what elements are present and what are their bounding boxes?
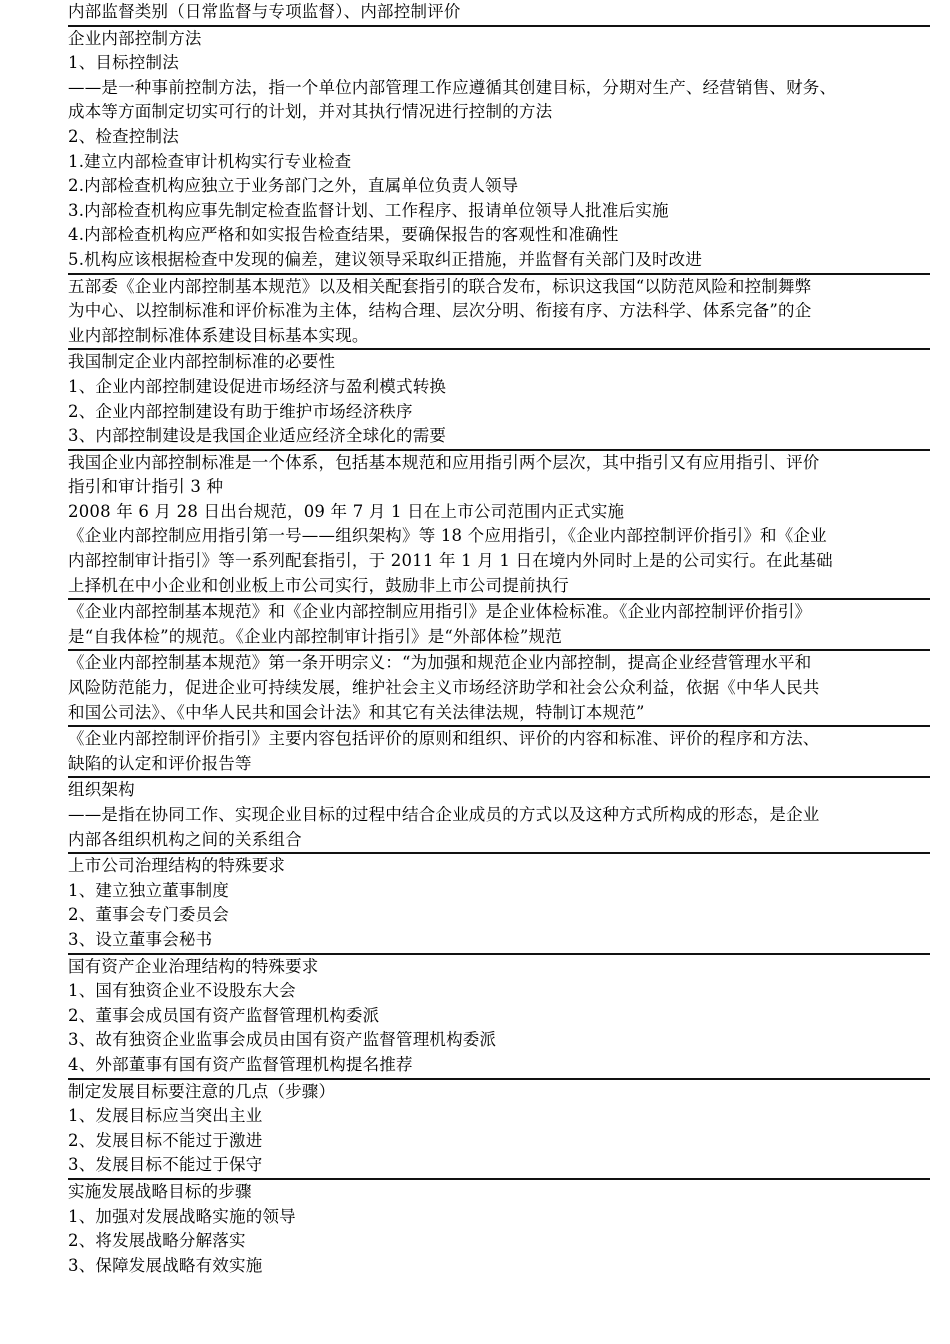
text-line: 3、设立董事会秘书 — [68, 929, 213, 949]
section-article-one — [68, 649, 930, 725]
text-line: 1、发展目标应当突出主业 — [68, 1106, 263, 1126]
section-heading: 国有资产企业治理结构的特殊要求 — [68, 956, 319, 976]
section-checkup-standards — [68, 598, 930, 649]
text-line: 3、保障发展战略有效实施 — [68, 1255, 263, 1275]
text-line: 2、董事会成员国有资产监督管理机构委派 — [68, 1005, 380, 1025]
section-internal-supervision — [68, 0, 930, 25]
text-line: 1、目标控制法 — [68, 53, 179, 73]
section-heading: 上市公司治理结构的特殊要求 — [68, 856, 286, 876]
text-line: 指引和审计指引 3 种 — [68, 477, 224, 497]
section-heading: 制定发展目标要注意的几点（步骤） — [68, 1081, 336, 1101]
text-line: 《企业内部控制基本规范》第一条开明宗义：“为加强和规范企业内部控制，提高企业经营管理水平和 — [68, 653, 812, 673]
section-heading: 企业内部控制方法 — [68, 28, 202, 48]
section-necessity — [68, 348, 930, 448]
text-line: 2、董事会专门委员会 — [68, 905, 229, 925]
text-line: 2、企业内部控制建设有助于维护市场经济秩序 — [68, 401, 413, 421]
text-line: 3.内部检查机构应事先制定检查监督计划、工作程序、报请单位领导人批准后实施 — [68, 200, 669, 220]
text-line: 业内部控制标准体系建设目标基本实现。 — [68, 325, 369, 345]
section-listed-company-governance — [68, 852, 930, 952]
text-line: 《企业内部控制基本规范》和《企业内部控制应用指引》是企业体检标准。《企业内部控制评价指引》 — [68, 602, 812, 622]
section-development-goals — [68, 1078, 930, 1178]
text-line: 1.建立内部检查审计机构实行专业检查 — [68, 151, 352, 171]
section-strategy-implementation — [68, 1178, 930, 1278]
section-five-ministries — [68, 273, 930, 349]
text-line: 1、建立独立董事制度 — [68, 880, 229, 900]
text-line: 5.机构应该根据检查中发现的偏差，建议领导采取纠正措施，并监督有关部门及时改进 — [68, 249, 703, 269]
section-heading: 我国制定企业内部控制标准的必要性 — [68, 352, 336, 372]
text-line: 2、检查控制法 — [68, 126, 179, 146]
text-line: 1、加强对发展战略实施的领导 — [68, 1206, 296, 1226]
text-line: 2.内部检查机构应独立于业务部门之外，直属单位负责人领导 — [68, 176, 519, 196]
text-line: 1、企业内部控制建设促进市场经济与盈利模式转换 — [68, 376, 447, 396]
document-body — [68, 0, 930, 1278]
section-organization-structure — [68, 776, 930, 852]
text-line: 为中心、以控制标准和评价标准为主体，结构合理、层次分明、衔接有序、方法科学、体系完备”的企 — [68, 301, 812, 321]
section-control-methods — [68, 25, 930, 273]
text-line: 4、外部董事有国有资产监督管理机构提名推荐 — [68, 1054, 413, 1074]
text-line: 《企业内部控制评价指引》主要内容包括评价的原则和组织、评价的内容和标准、评价的程序和方法、 — [68, 729, 820, 749]
text-line: ——是指在协同工作、实现企业目标的过程中结合企业成员的方式以及这种方式所构成的形态，是企业 — [68, 805, 820, 824]
text-line: ——是一种事前控制方法，指一个单位内部管理工作应遵循其创建目标，分期对生产、经营销售、财务、 — [68, 77, 837, 97]
text-line: 风险防范能力，促进企业可持续发展，维护社会主义市场经济助学和社会公众利益，依据《中华人民共 — [68, 678, 820, 698]
text-line: 2008 年 6 月 28 日出台规范，09 年 7 月 1 日在上市公司范围内正式实施 — [68, 501, 625, 521]
text-line: 五部委《企业内部控制基本规范》以及相关配套指引的联合发布，标识这我国“以防范风险和控制舞弊 — [68, 276, 812, 296]
section-heading: 内部监督类别（日常监督与专项监督）、内部控制评价 — [68, 2, 461, 21]
text-line: 3、发展目标不能过于保守 — [68, 1155, 263, 1175]
text-line: 是“自我体检”的规范。《企业内部控制审计指引》是“外部体检”规范 — [68, 626, 562, 646]
text-line: 3、内部控制建设是我国企业适应经济全球化的需要 — [68, 426, 447, 446]
text-line: 2、发展目标不能过于激进 — [68, 1130, 263, 1150]
text-line: 我国企业内部控制标准是一个体系，包括基本规范和应用指引两个层次，其中指引又有应用指引、评价 — [68, 452, 820, 472]
section-standard-system — [68, 449, 930, 599]
text-line: 内部控制审计指引》等一系列配套指引，于 2011 年 1 月 1 日在境内外同时上是的公司实行。在此基础 — [68, 551, 833, 571]
text-line: 和国公司法》、《中华人民共和国会计法》和其它有关法律法规，特制订本规范” — [68, 702, 645, 722]
text-line: 2、将发展战略分解落实 — [68, 1231, 246, 1251]
section-heading: 实施发展战略目标的步骤 — [68, 1181, 252, 1201]
section-state-owned-governance — [68, 953, 930, 1078]
section-evaluation-guideline — [68, 725, 930, 776]
text-line: 1、国有独资企业不设股东大会 — [68, 981, 296, 1001]
text-line: 缺陷的认定和评价报告等 — [68, 753, 252, 773]
text-line: 《企业内部控制应用指引第一号——组织架构》等 18 个应用指引，《企业内部控制评价指引》和《企业 — [68, 526, 827, 546]
text-line: 内部各组织机构之间的关系组合 — [68, 829, 302, 849]
text-line: 4.内部检查机构应严格和如实报告检查结果，要确保报告的客观性和准确性 — [68, 225, 619, 245]
section-heading: 组织架构 — [68, 780, 135, 800]
text-line: 3、故有独资企业监事会成员由国有资产监督管理机构委派 — [68, 1030, 497, 1050]
text-line: 上择机在中小企业和创业板上市公司实行，鼓励非上市公司提前执行 — [68, 575, 569, 595]
text-line: 成本等方面制定切实可行的计划，并对其执行情况进行控制的方法 — [68, 102, 553, 122]
